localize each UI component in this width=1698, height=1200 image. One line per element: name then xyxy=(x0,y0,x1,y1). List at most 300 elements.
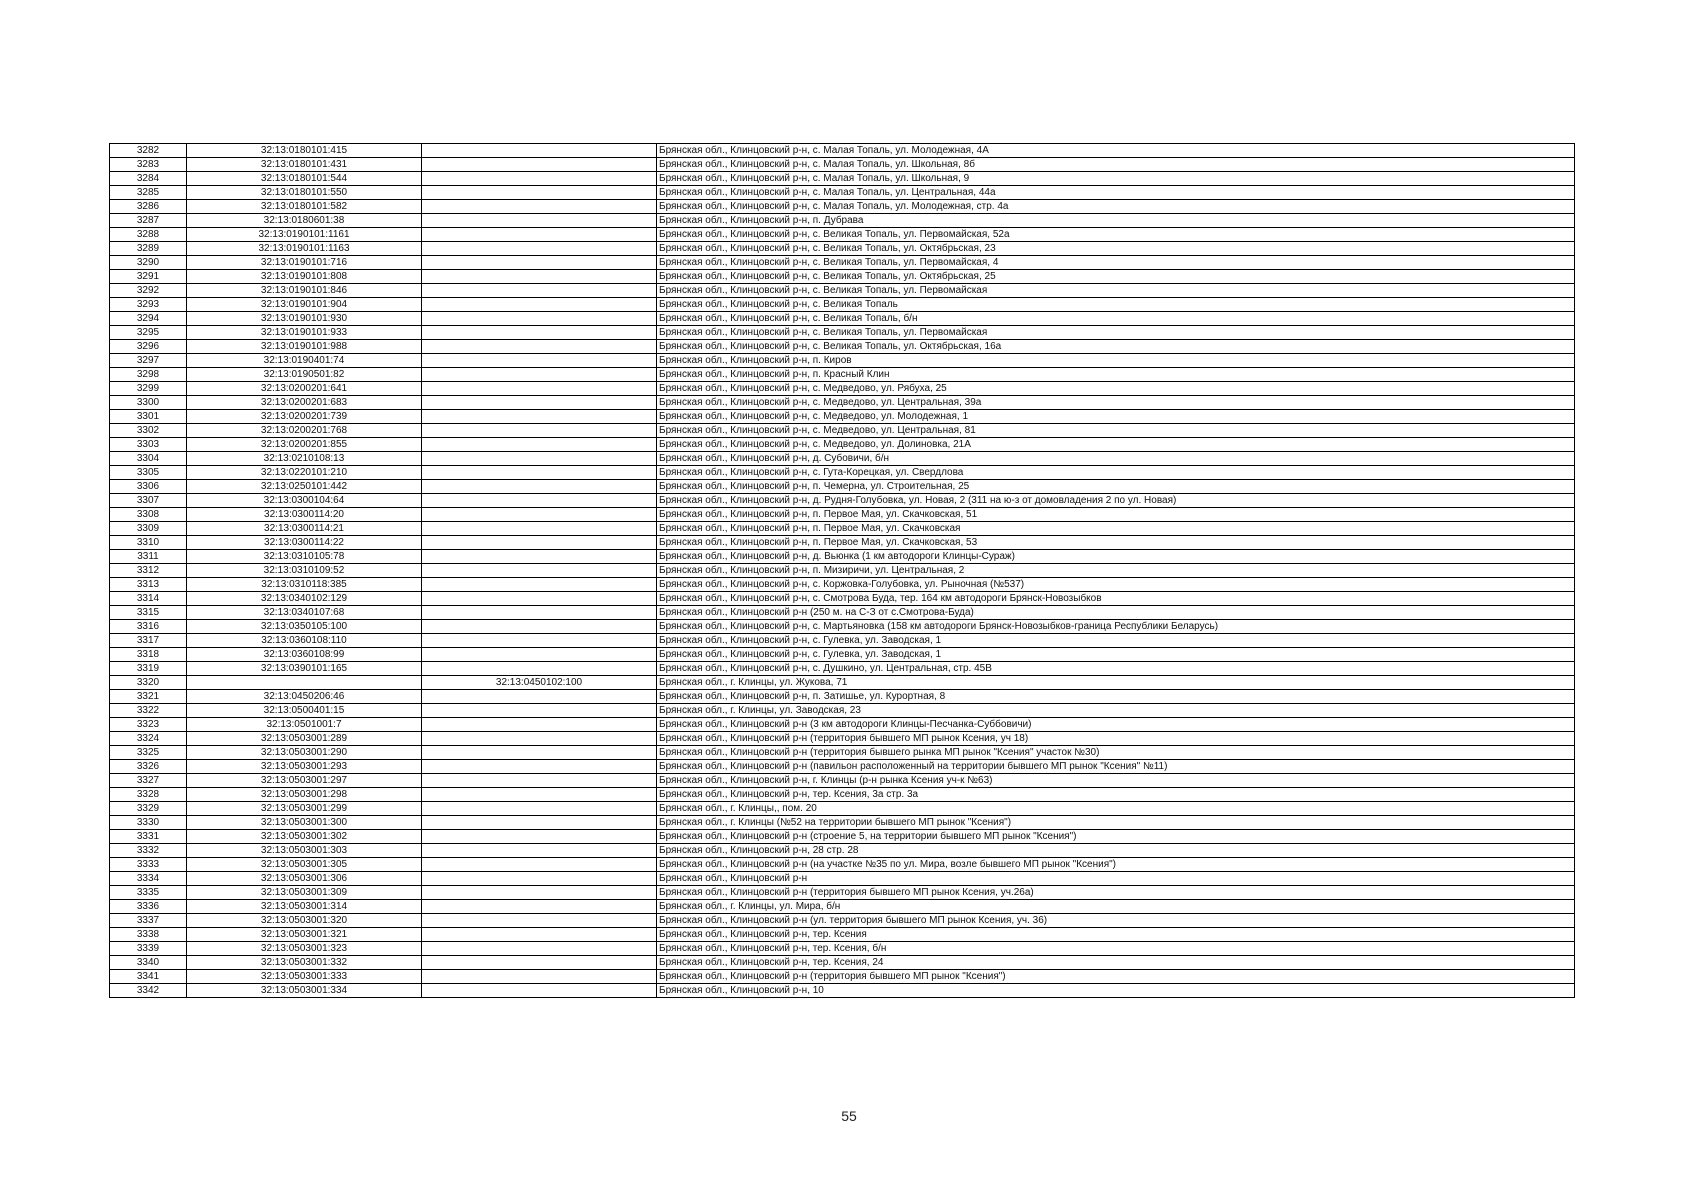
address: Брянская обл., Клинцовский р-н, п. Первое Мая, ул. Скачковская, 51 xyxy=(657,508,1575,522)
cadastral-number: 32:13:0503001:321 xyxy=(187,928,422,942)
cadastral-number: 32:13:0503001:293 xyxy=(187,760,422,774)
table-body xyxy=(110,144,1575,998)
cadastral-number: 32:13:0503001:333 xyxy=(187,970,422,984)
address: Брянская обл., Клинцовский р-н, п. Мизиричи, ул. Центральная, 2 xyxy=(657,564,1575,578)
cadastral-number-secondary xyxy=(422,858,657,872)
table-row xyxy=(110,172,1575,186)
cadastral-number: 32:13:0503001:306 xyxy=(187,872,422,886)
cadastral-number-secondary xyxy=(422,648,657,662)
cadastral-number: 32:13:0300114:20 xyxy=(187,508,422,522)
row-number: 3300 xyxy=(110,396,187,410)
table-row xyxy=(110,438,1575,452)
address: Брянская обл., Клинцовский р-н (250 м. на С-З от с.Смотрова-Буда) xyxy=(657,606,1575,620)
cadastral-number: 32:13:0300104:64 xyxy=(187,494,422,508)
cadastral-number-secondary xyxy=(422,704,657,718)
row-number: 3319 xyxy=(110,662,187,676)
cadastral-number: 32:13:0390101:165 xyxy=(187,662,422,676)
table-row xyxy=(110,298,1575,312)
row-number: 3286 xyxy=(110,200,187,214)
cadastral-number-secondary xyxy=(422,242,657,256)
table-row xyxy=(110,746,1575,760)
row-number: 3333 xyxy=(110,858,187,872)
cadastral-number-secondary xyxy=(422,620,657,634)
cadastral-number-secondary xyxy=(422,494,657,508)
row-number: 3296 xyxy=(110,340,187,354)
cadastral-number-secondary xyxy=(422,970,657,984)
cadastral-number: 32:13:0300114:22 xyxy=(187,536,422,550)
row-number: 3299 xyxy=(110,382,187,396)
address: Брянская обл., Клинцовский р-н, с. Великая Топаль, б/н xyxy=(657,312,1575,326)
row-number: 3283 xyxy=(110,158,187,172)
table-row xyxy=(110,648,1575,662)
address: Брянская обл., Клинцовский р-н, д. Рудня-Голубовка, ул. Новая, 2 (311 на ю-з от домовладения 2 по ул. Новая) xyxy=(657,494,1575,508)
address: Брянская обл., Клинцовский р-н, п. Чемерна, ул. Строительная, 25 xyxy=(657,480,1575,494)
address: Брянская обл., Клинцовский р-н, с. Медведово, ул. Центральная, 81 xyxy=(657,424,1575,438)
table-row xyxy=(110,368,1575,382)
cadastral-number-secondary xyxy=(422,354,657,368)
row-number: 3320 xyxy=(110,676,187,690)
address: Брянская обл., Клинцовский р-н, п. Дубрава xyxy=(657,214,1575,228)
table-row xyxy=(110,158,1575,172)
row-number: 3323 xyxy=(110,718,187,732)
cadastral-number-secondary xyxy=(422,158,657,172)
row-number: 3326 xyxy=(110,760,187,774)
cadastral-number: 32:13:0190101:930 xyxy=(187,312,422,326)
cadastral-number: 32:13:0190101:988 xyxy=(187,340,422,354)
table-row xyxy=(110,858,1575,872)
address: Брянская обл., Клинцовский р-н, п. Красный Клин xyxy=(657,368,1575,382)
cadastral-number: 32:13:0503001:323 xyxy=(187,942,422,956)
table-row xyxy=(110,676,1575,690)
cadastral-number: 32:13:0503001:320 xyxy=(187,914,422,928)
table-row xyxy=(110,914,1575,928)
cadastral-number-secondary xyxy=(422,914,657,928)
cadastral-number: 32:13:0503001:314 xyxy=(187,900,422,914)
table-row xyxy=(110,550,1575,564)
address: Брянская обл., Клинцовский р-н, с. Коржовка-Голубовка, ул. Рыночная (№537) xyxy=(657,578,1575,592)
address: Брянская обл., Клинцовский р-н xyxy=(657,872,1575,886)
cadastral-number-secondary xyxy=(422,802,657,816)
cadastral-number-secondary xyxy=(422,578,657,592)
cadastral-number: 32:13:0250101:442 xyxy=(187,480,422,494)
row-number: 3306 xyxy=(110,480,187,494)
address: Брянская обл., г. Клинцы (№52 на территории бывшего МП рынок "Ксения") xyxy=(657,816,1575,830)
address: Брянская обл., Клинцовский р-н, с. Малая Топаль, ул. Школьная, 8б xyxy=(657,158,1575,172)
table-row xyxy=(110,802,1575,816)
address: Брянская обл., Клинцовский р-н, с. Малая Топаль, ул. Молодежная, 4А xyxy=(657,144,1575,158)
address: Брянская обл., Клинцовский р-н, п. Первое Мая, ул. Скачковская, 53 xyxy=(657,536,1575,550)
table-row xyxy=(110,522,1575,536)
address: Брянская обл., Клинцовский р-н, 28 стр. 28 xyxy=(657,844,1575,858)
table-row xyxy=(110,396,1575,410)
address: Брянская обл., Клинцовский р-н (3 км автодороги Клинцы-Песчанка-Суббовичи) xyxy=(657,718,1575,732)
table-row xyxy=(110,508,1575,522)
row-number: 3303 xyxy=(110,438,187,452)
property-register-table xyxy=(109,143,1575,998)
row-number: 3331 xyxy=(110,830,187,844)
cadastral-number-secondary xyxy=(422,592,657,606)
row-number: 3310 xyxy=(110,536,187,550)
cadastral-number: 32:13:0501001:7 xyxy=(187,718,422,732)
cadastral-number-secondary xyxy=(422,718,657,732)
table-row xyxy=(110,690,1575,704)
address: Брянская обл., Клинцовский р-н, с. Гулевка, ул. Заводская, 1 xyxy=(657,634,1575,648)
address: Брянская обл., г. Клинцы, ул. Мира, б/н xyxy=(657,900,1575,914)
table-row xyxy=(110,634,1575,648)
row-number: 3282 xyxy=(110,144,187,158)
address: Брянская обл., Клинцовский р-н (территория бывшего МП рынок Ксения, уч 18) xyxy=(657,732,1575,746)
cadastral-number-secondary xyxy=(422,172,657,186)
table-row xyxy=(110,256,1575,270)
cadastral-number: 32:13:0190101:1161 xyxy=(187,228,422,242)
address: Брянская обл., Клинцовский р-н, с. Мартьяновка (158 км автодороги Брянск-Новозыбков-граница Республики Беларусь) xyxy=(657,620,1575,634)
cadastral-number-secondary xyxy=(422,228,657,242)
table-row xyxy=(110,214,1575,228)
row-number: 3298 xyxy=(110,368,187,382)
table-row xyxy=(110,886,1575,900)
address: Брянская обл., Клинцовский р-н, д. Вьюнка (1 км автодороги Клинцы-Сураж) xyxy=(657,550,1575,564)
row-number: 3324 xyxy=(110,732,187,746)
cadastral-number: 32:13:0340107:68 xyxy=(187,606,422,620)
cadastral-number-secondary xyxy=(422,844,657,858)
address: Брянская обл., г. Клинцы, ул. Жукова, 71 xyxy=(657,676,1575,690)
row-number: 3315 xyxy=(110,606,187,620)
cadastral-number-secondary xyxy=(422,438,657,452)
cadastral-number: 32:13:0503001:302 xyxy=(187,830,422,844)
address: Брянская обл., г. Клинцы,, пом. 20 xyxy=(657,802,1575,816)
row-number: 3291 xyxy=(110,270,187,284)
cadastral-number-secondary xyxy=(422,746,657,760)
table-row xyxy=(110,564,1575,578)
row-number: 3321 xyxy=(110,690,187,704)
table-row xyxy=(110,942,1575,956)
cadastral-number: 32:13:0180101:544 xyxy=(187,172,422,186)
table-row xyxy=(110,760,1575,774)
address: Брянская обл., Клинцовский р-н (павильон расположенный на территории бывшего МП рынок "Ксения" №11) xyxy=(657,760,1575,774)
cadastral-number-secondary xyxy=(422,466,657,480)
address: Брянская обл., Клинцовский р-н, с. Великая Топаль xyxy=(657,298,1575,312)
cadastral-number-secondary xyxy=(422,410,657,424)
cadastral-number: 32:13:0200201:641 xyxy=(187,382,422,396)
cadastral-number: 32:13:0503001:332 xyxy=(187,956,422,970)
cadastral-number: 32:13:0180101:415 xyxy=(187,144,422,158)
cadastral-number: 32:13:0503001:299 xyxy=(187,802,422,816)
table-row xyxy=(110,606,1575,620)
row-number: 3302 xyxy=(110,424,187,438)
cadastral-number-secondary xyxy=(422,340,657,354)
cadastral-number-secondary xyxy=(422,144,657,158)
table-row xyxy=(110,816,1575,830)
table-row xyxy=(110,466,1575,480)
address: Брянская обл., Клинцовский р-н (строение 5, на территории бывшего МП рынок "Ксения") xyxy=(657,830,1575,844)
row-number: 3322 xyxy=(110,704,187,718)
cadastral-number-secondary xyxy=(422,382,657,396)
cadastral-number: 32:13:0190101:716 xyxy=(187,256,422,270)
cadastral-number: 32:13:0503001:309 xyxy=(187,886,422,900)
cadastral-number-secondary xyxy=(422,928,657,942)
row-number: 3304 xyxy=(110,452,187,466)
cadastral-number-secondary xyxy=(422,312,657,326)
table-row xyxy=(110,452,1575,466)
row-number: 3308 xyxy=(110,508,187,522)
address: Брянская обл., Клинцовский р-н (ул. территория бывшего МП рынок Ксения, уч. 36) xyxy=(657,914,1575,928)
cadastral-number: 32:13:0180601:38 xyxy=(187,214,422,228)
row-number: 3338 xyxy=(110,928,187,942)
table-row xyxy=(110,354,1575,368)
address: Брянская обл., Клинцовский р-н, с. Великая Топаль, ул. Первомайская xyxy=(657,326,1575,340)
cadastral-number-secondary xyxy=(422,536,657,550)
address: Брянская обл., Клинцовский р-н, с. Малая Топаль, ул. Молодежная, стр. 4а xyxy=(657,200,1575,214)
cadastral-number-secondary xyxy=(422,452,657,466)
cadastral-number: 32:13:0503001:298 xyxy=(187,788,422,802)
row-number: 3312 xyxy=(110,564,187,578)
table-row xyxy=(110,844,1575,858)
address: Брянская обл., Клинцовский р-н, 10 xyxy=(657,984,1575,998)
row-number: 3287 xyxy=(110,214,187,228)
address: Брянская обл., Клинцовский р-н (территория бывшего рынка МП рынок "Ксения" участок №30) xyxy=(657,746,1575,760)
row-number: 3337 xyxy=(110,914,187,928)
row-number: 3292 xyxy=(110,284,187,298)
cadastral-number: 32:13:0190101:808 xyxy=(187,270,422,284)
address: Брянская обл., Клинцовский р-н, д. Субовичи, б/н xyxy=(657,452,1575,466)
row-number: 3309 xyxy=(110,522,187,536)
table-row xyxy=(110,872,1575,886)
address: Брянская обл., Клинцовский р-н, тер. Ксения, 3а стр. 3а xyxy=(657,788,1575,802)
table-row xyxy=(110,382,1575,396)
row-number: 3290 xyxy=(110,256,187,270)
cadastral-number-secondary xyxy=(422,956,657,970)
table-row xyxy=(110,536,1575,550)
table-row xyxy=(110,830,1575,844)
cadastral-number-secondary xyxy=(422,270,657,284)
cadastral-number-secondary xyxy=(422,774,657,788)
row-number: 3327 xyxy=(110,774,187,788)
address: Брянская обл., Клинцовский р-н, с. Медведово, ул. Центральная, 39а xyxy=(657,396,1575,410)
table-row xyxy=(110,900,1575,914)
cadastral-number: 32:13:0190101:846 xyxy=(187,284,422,298)
cadastral-number: 32:13:0503001:300 xyxy=(187,816,422,830)
table-row xyxy=(110,732,1575,746)
cadastral-number: 32:13:0340102:129 xyxy=(187,592,422,606)
address: Брянская обл., Клинцовский р-н, с. Малая Топаль, ул. Центральная, 44а xyxy=(657,186,1575,200)
table-row xyxy=(110,270,1575,284)
row-number: 3288 xyxy=(110,228,187,242)
address: Брянская обл., Клинцовский р-н (на участке №35 по ул. Мира, возле бывшего МП рынок "Ксения") xyxy=(657,858,1575,872)
cadastral-number: 32:13:0503001:334 xyxy=(187,984,422,998)
cadastral-number-secondary xyxy=(422,830,657,844)
cadastral-number: 32:13:0200201:768 xyxy=(187,424,422,438)
address: Брянская обл., Клинцовский р-н, тер. Ксения, б/н xyxy=(657,942,1575,956)
address: Брянская обл., Клинцовский р-н, с. Гулевка, ул. Заводская, 1 xyxy=(657,648,1575,662)
row-number: 3342 xyxy=(110,984,187,998)
cadastral-number-secondary xyxy=(422,732,657,746)
cadastral-number-secondary xyxy=(422,606,657,620)
row-number: 3289 xyxy=(110,242,187,256)
cadastral-number-secondary xyxy=(422,298,657,312)
row-number: 3293 xyxy=(110,298,187,312)
address: Брянская обл., Клинцовский р-н, с. Медведово, ул. Рябуха, 25 xyxy=(657,382,1575,396)
cadastral-number: 32:13:0310118:385 xyxy=(187,578,422,592)
table-row xyxy=(110,410,1575,424)
address: Брянская обл., Клинцовский р-н, п. Киров xyxy=(657,354,1575,368)
row-number: 3335 xyxy=(110,886,187,900)
cadastral-number-secondary xyxy=(422,788,657,802)
cadastral-number-secondary xyxy=(422,508,657,522)
row-number: 3317 xyxy=(110,634,187,648)
cadastral-number: 32:13:0503001:297 xyxy=(187,774,422,788)
cadastral-number: 32:13:0350105:100 xyxy=(187,620,422,634)
table-row xyxy=(110,200,1575,214)
cadastral-number-secondary xyxy=(422,662,657,676)
cadastral-number: 32:13:0503001:289 xyxy=(187,732,422,746)
cadastral-number-secondary xyxy=(422,396,657,410)
cadastral-number-secondary xyxy=(422,256,657,270)
cadastral-number: 32:13:0200201:683 xyxy=(187,396,422,410)
cadastral-number-secondary xyxy=(422,942,657,956)
table-row xyxy=(110,592,1575,606)
address: Брянская обл., Клинцовский р-н (территория бывшего МП рынок "Ксения") xyxy=(657,970,1575,984)
address: Брянская обл., Клинцовский р-н, с. Великая Топаль, ул. Октябрьская, 23 xyxy=(657,242,1575,256)
row-number: 3329 xyxy=(110,802,187,816)
row-number: 3305 xyxy=(110,466,187,480)
row-number: 3334 xyxy=(110,872,187,886)
cadastral-number-secondary xyxy=(422,900,657,914)
table-row xyxy=(110,956,1575,970)
address: Брянская обл., Клинцовский р-н, п. Первое Мая, ул. Скачковская xyxy=(657,522,1575,536)
cadastral-number: 32:13:0200201:739 xyxy=(187,410,422,424)
address: Брянская обл., Клинцовский р-н, тер. Ксения, 24 xyxy=(657,956,1575,970)
row-number: 3336 xyxy=(110,900,187,914)
address: Брянская обл., Клинцовский р-н, с. Великая Топаль, ул. Первомайская, 4 xyxy=(657,256,1575,270)
table-row xyxy=(110,326,1575,340)
cadastral-number-secondary xyxy=(422,634,657,648)
cadastral-number: 32:13:0180101:582 xyxy=(187,200,422,214)
cadastral-number: 32:13:0190401:74 xyxy=(187,354,422,368)
cadastral-number-secondary xyxy=(422,872,657,886)
table-row xyxy=(110,718,1575,732)
cadastral-number: 32:13:0310105:78 xyxy=(187,550,422,564)
cadastral-number-secondary xyxy=(422,214,657,228)
cadastral-number: 32:13:0360108:110 xyxy=(187,634,422,648)
row-number: 3295 xyxy=(110,326,187,340)
address: Брянская обл., Клинцовский р-н, с. Великая Топаль, ул. Первомайская, 52а xyxy=(657,228,1575,242)
cadastral-number: 32:13:0180101:550 xyxy=(187,186,422,200)
cadastral-number-secondary: 32:13:0450102:100 xyxy=(422,676,657,690)
row-number: 3332 xyxy=(110,844,187,858)
address: Брянская обл., Клинцовский р-н, с. Гута-Корецкая, ул. Свердлова xyxy=(657,466,1575,480)
cadastral-number-secondary xyxy=(422,284,657,298)
cadastral-number: 32:13:0210108:13 xyxy=(187,452,422,466)
cadastral-number-secondary xyxy=(422,200,657,214)
cadastral-number-secondary xyxy=(422,690,657,704)
address: Брянская обл., Клинцовский р-н, с. Малая Топаль, ул. Школьная, 9 xyxy=(657,172,1575,186)
cadastral-number: 32:13:0503001:290 xyxy=(187,746,422,760)
cadastral-number-secondary xyxy=(422,424,657,438)
row-number: 3311 xyxy=(110,550,187,564)
table-row xyxy=(110,284,1575,298)
cadastral-number: 32:13:0220101:210 xyxy=(187,466,422,480)
table-row xyxy=(110,984,1575,998)
cadastral-number-secondary xyxy=(422,186,657,200)
table-row xyxy=(110,242,1575,256)
address: Брянская обл., Клинцовский р-н, п. Затишье, ул. Курортная, 8 xyxy=(657,690,1575,704)
cadastral-number-secondary xyxy=(422,550,657,564)
table-row xyxy=(110,970,1575,984)
cadastral-number: 32:13:0190501:82 xyxy=(187,368,422,382)
row-number: 3301 xyxy=(110,410,187,424)
address: Брянская обл., Клинцовский р-н (территория бывшего МП рынок Ксения, уч.26а) xyxy=(657,886,1575,900)
table-row xyxy=(110,424,1575,438)
table-row xyxy=(110,340,1575,354)
table-row xyxy=(110,480,1575,494)
table-row xyxy=(110,312,1575,326)
row-number: 3284 xyxy=(110,172,187,186)
address: Брянская обл., Клинцовский р-н, тер. Ксения xyxy=(657,928,1575,942)
row-number: 3313 xyxy=(110,578,187,592)
cadastral-number: 32:13:0300114:21 xyxy=(187,522,422,536)
cadastral-number xyxy=(187,676,422,690)
row-number: 3307 xyxy=(110,494,187,508)
table-row xyxy=(110,928,1575,942)
address: Брянская обл., Клинцовский р-н, с. Великая Топаль, ул. Октябрьская, 25 xyxy=(657,270,1575,284)
row-number: 3341 xyxy=(110,970,187,984)
cadastral-number-secondary xyxy=(422,564,657,578)
cadastral-number-secondary xyxy=(422,886,657,900)
table-row xyxy=(110,186,1575,200)
row-number: 3328 xyxy=(110,788,187,802)
cadastral-number: 32:13:0310109:52 xyxy=(187,564,422,578)
table-row xyxy=(110,662,1575,676)
address: Брянская обл., Клинцовский р-н, с. Медведово, ул. Долиновка, 21А xyxy=(657,438,1575,452)
page-number: 55 xyxy=(841,1108,857,1124)
cadastral-number-secondary xyxy=(422,480,657,494)
row-number: 3330 xyxy=(110,816,187,830)
row-number: 3294 xyxy=(110,312,187,326)
row-number: 3318 xyxy=(110,648,187,662)
row-number: 3285 xyxy=(110,186,187,200)
cadastral-number: 32:13:0180101:431 xyxy=(187,158,422,172)
cadastral-number: 32:13:0190101:1163 xyxy=(187,242,422,256)
address: Брянская обл., Клинцовский р-н, г. Клинцы (р-н рынка Ксения уч-к №63) xyxy=(657,774,1575,788)
cadastral-number: 32:13:0450206:46 xyxy=(187,690,422,704)
cadastral-number: 32:13:0360108:99 xyxy=(187,648,422,662)
table-row xyxy=(110,704,1575,718)
address: Брянская обл., г. Клинцы, ул. Заводская, 23 xyxy=(657,704,1575,718)
address: Брянская обл., Клинцовский р-н, с. Великая Топаль, ул. Первомайская xyxy=(657,284,1575,298)
table-row xyxy=(110,578,1575,592)
address: Брянская обл., Клинцовский р-н, с. Смотрова Буда, тер. 164 км автодороги Брянск-Новозыбков xyxy=(657,592,1575,606)
row-number: 3325 xyxy=(110,746,187,760)
cadastral-number: 32:13:0190101:933 xyxy=(187,326,422,340)
table-row xyxy=(110,494,1575,508)
cadastral-number: 32:13:0200201:855 xyxy=(187,438,422,452)
cadastral-number: 32:13:0503001:305 xyxy=(187,858,422,872)
row-number: 3340 xyxy=(110,956,187,970)
cadastral-number-secondary xyxy=(422,326,657,340)
table-row xyxy=(110,620,1575,634)
cadastral-number-secondary xyxy=(422,368,657,382)
row-number: 3339 xyxy=(110,942,187,956)
cadastral-number: 32:13:0500401:15 xyxy=(187,704,422,718)
address: Брянская обл., Клинцовский р-н, с. Великая Топаль, ул. Октябрьская, 16а xyxy=(657,340,1575,354)
cadastral-number-secondary xyxy=(422,522,657,536)
cadastral-number-secondary xyxy=(422,816,657,830)
address: Брянская обл., Клинцовский р-н, с. Медведово, ул. Молодежная, 1 xyxy=(657,410,1575,424)
table-row xyxy=(110,774,1575,788)
cadastral-number-secondary xyxy=(422,984,657,998)
table-row xyxy=(110,228,1575,242)
cadastral-number-secondary xyxy=(422,760,657,774)
